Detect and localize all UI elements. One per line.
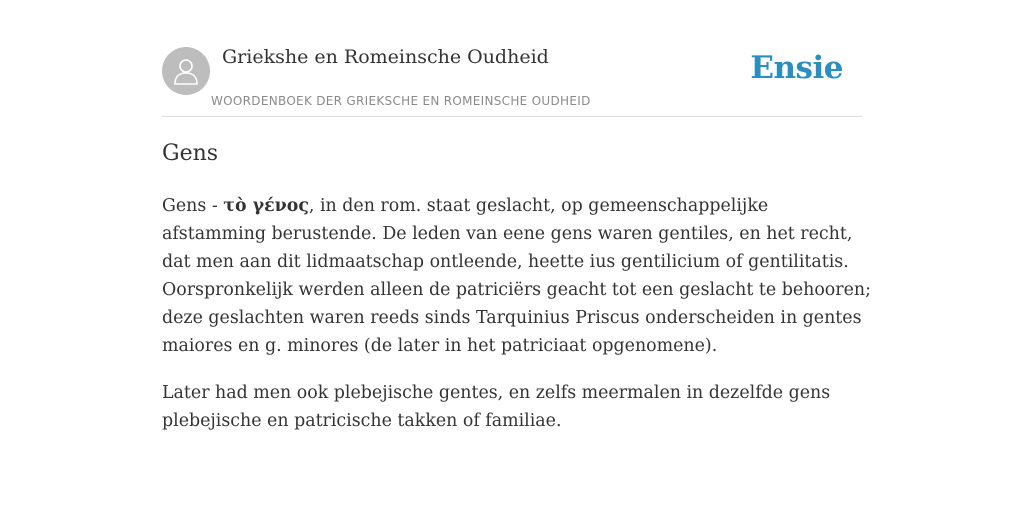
user-icon [173,57,199,85]
entry-paragraph-2: Later had men ook plebejische gentes, en zelfs meermalen in dezelfde gens plebejische en patricische takken of familiae. [162,383,831,431]
avatar[interactable] [162,47,210,95]
paragraph-text: , in den rom. staat geslacht, op gemeenschappelijke afstamming berustende. De leden van eene gens waren gentiles, en het recht, dat men aan dit lidmaatschap ontleende, heette ius gentilicium of gentilitatis. Oorspronkelijk werden alleen de patriciërs geacht tot een geslacht te behooren; deze geslachten waren reeds sinds Tarquinius Priscus onderscheiden in gentes maiores en g. minores (de later in het patriciaat opgenomene). [162,196,871,356]
entry-paragraph-1 [162,192,872,360]
page-title: Gens [162,141,219,166]
paragraph-lead: Gens - [162,196,224,216]
source-subtitle: WOORDENBOEK DER GRIEKSCHE EN ROMEINSCHE OUDHEID [211,94,591,108]
greek-term: τὸ γένος [223,196,309,216]
entry-body [162,192,872,454]
page-header [162,46,862,117]
brand-logo[interactable]: Ensie [750,50,843,86]
source-title[interactable]: Griekshe en Romeinsche Oudheid [222,46,549,68]
